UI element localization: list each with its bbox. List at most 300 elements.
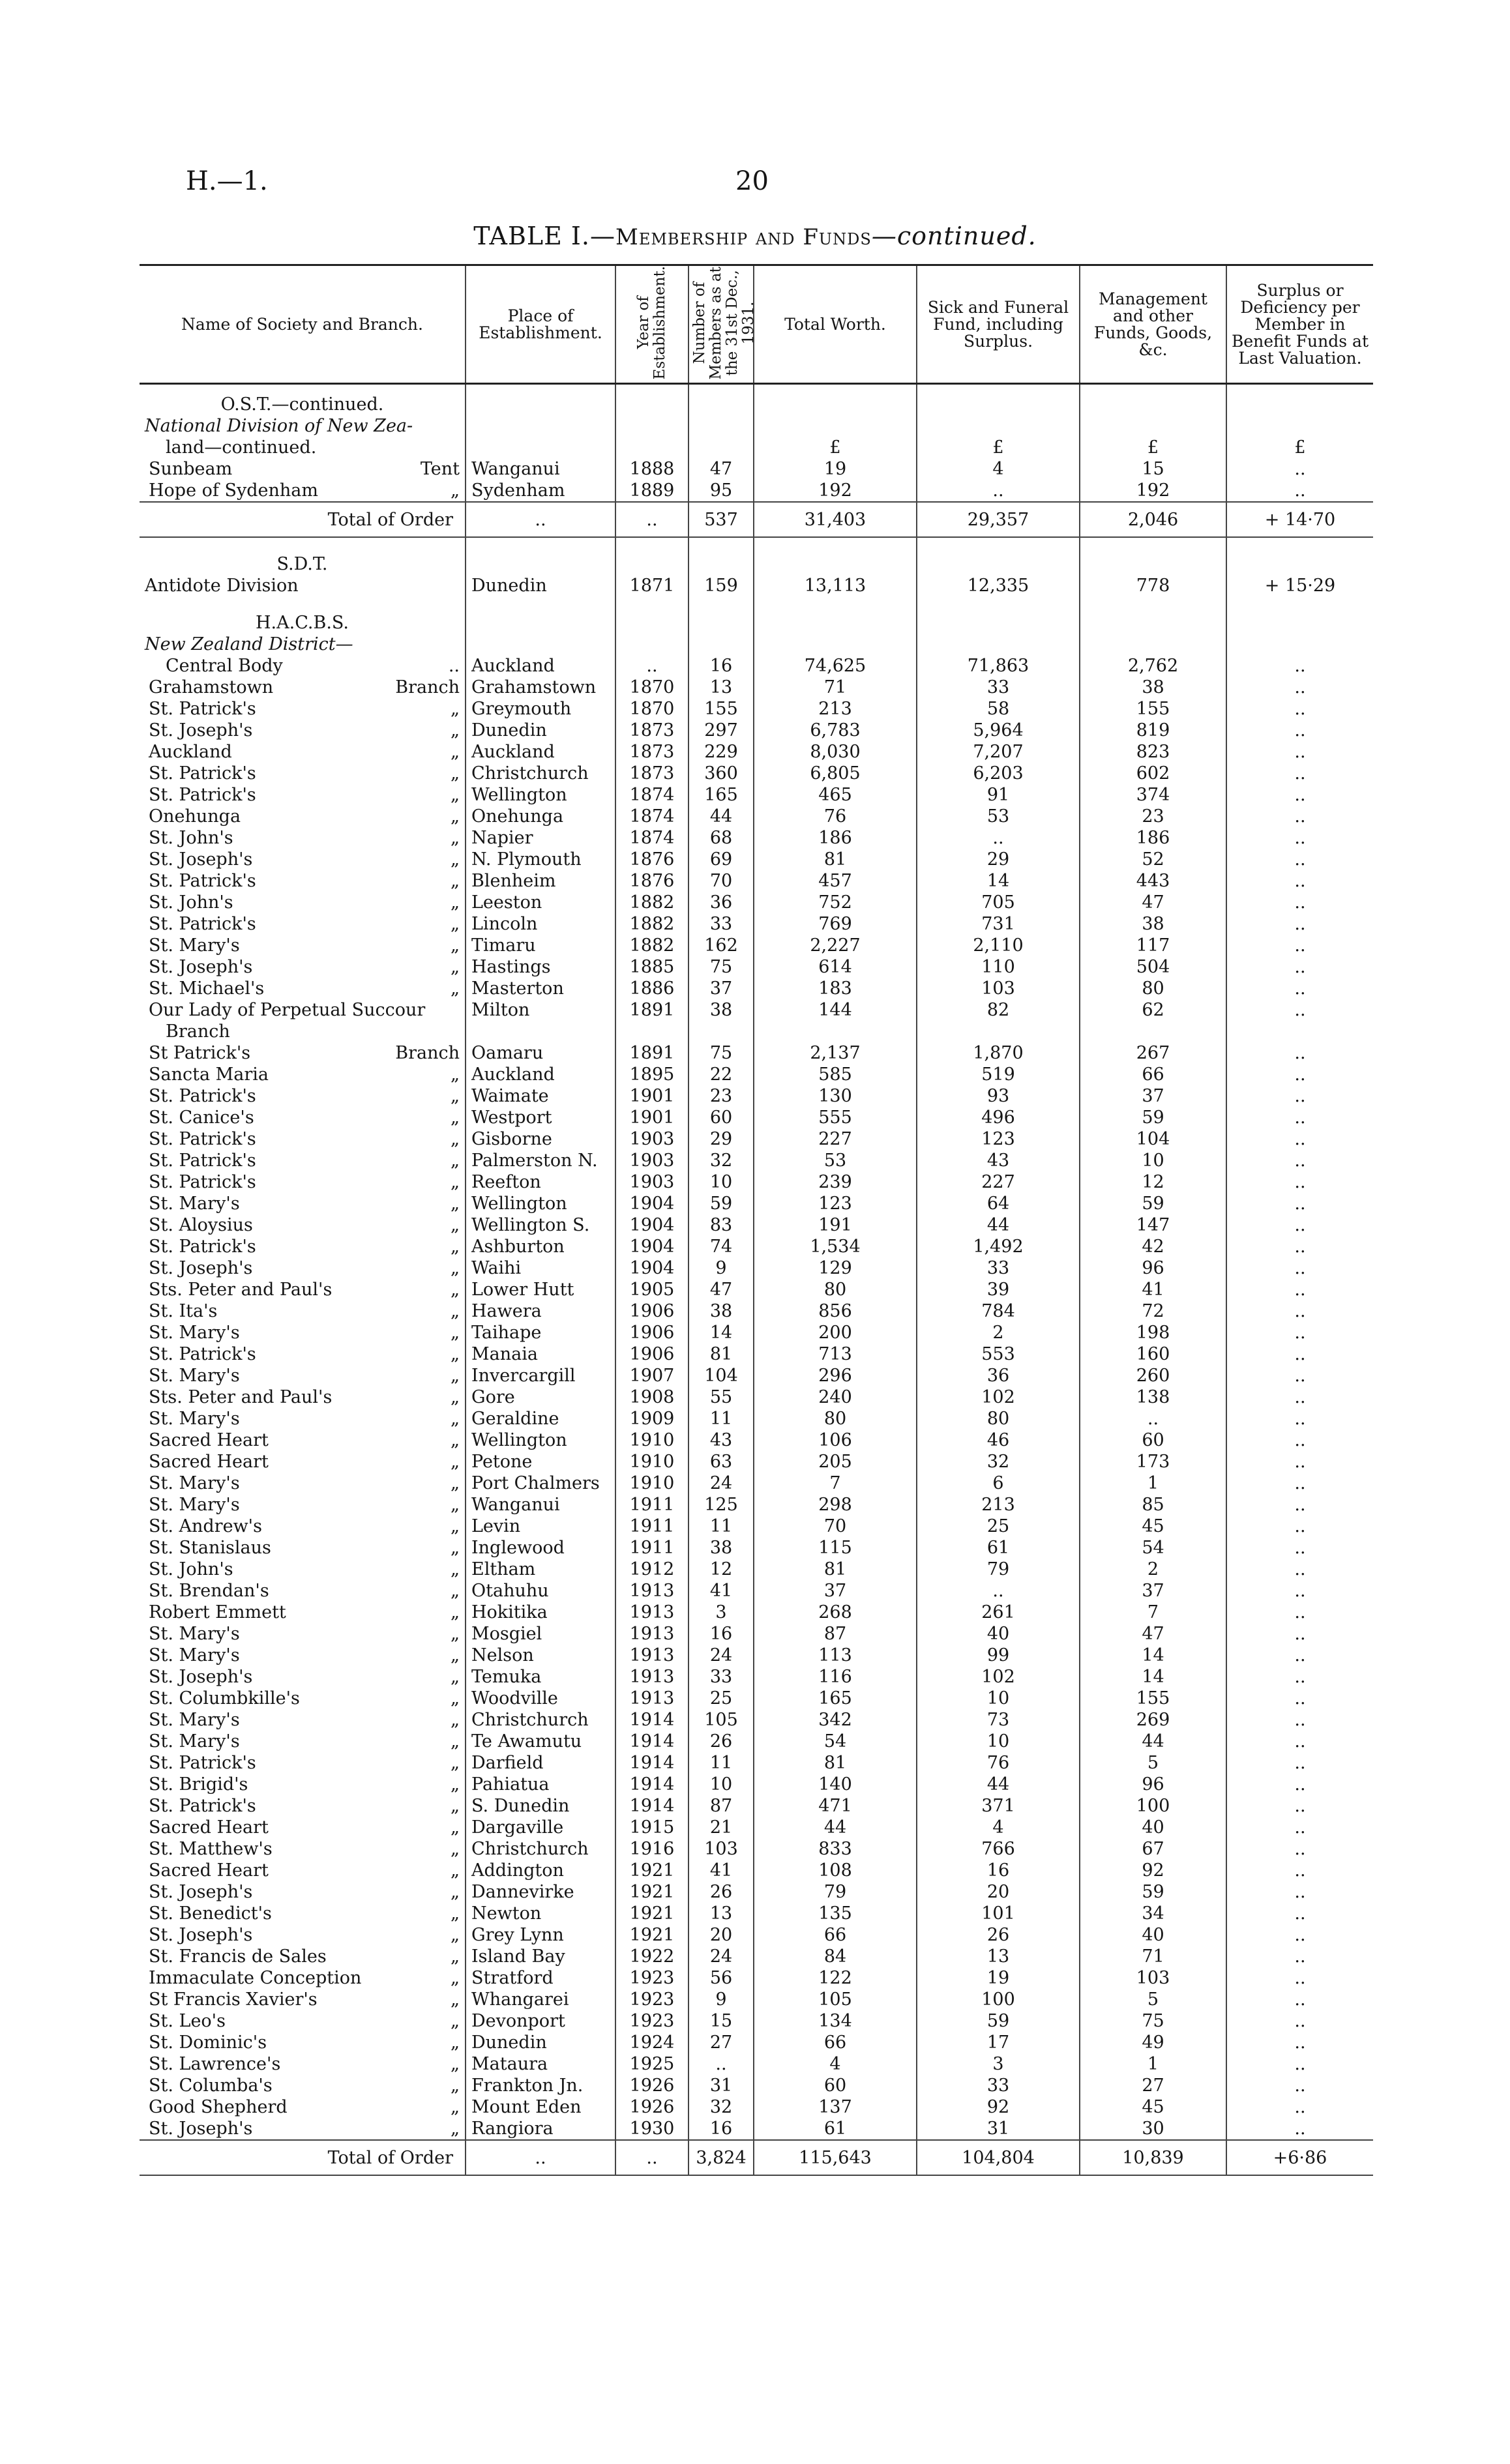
cell-members: 75 (688, 956, 754, 978)
cell-members: 21 (688, 1817, 754, 1838)
header-row (140, 265, 1373, 384)
cell-sick: 3 (917, 2053, 1080, 2075)
society-name: Central Body .. (166, 656, 460, 677)
cell-mgmt: 100 (1080, 1795, 1226, 1817)
cell-surplus: .. (1226, 999, 1373, 1021)
cell-mgmt: 819 (1080, 720, 1226, 741)
cell-year: 1911 (615, 1494, 688, 1516)
cell-surplus: .. (1226, 655, 1373, 677)
table-row (140, 1903, 1373, 1924)
cell-mgmt: 1 (1080, 1473, 1226, 1494)
table-row (140, 677, 1373, 698)
cell-place: Temuka (466, 1666, 615, 1688)
cell-place: Levin (466, 1516, 615, 1537)
cell-year: 1922 (615, 1946, 688, 1967)
cell-mgmt: 40 (1080, 1817, 1226, 1838)
cell-place: Nelson (466, 1645, 615, 1666)
cell-year: 1873 (615, 720, 688, 741)
cell-surplus: .. (1226, 870, 1373, 892)
cell-sick: 731 (917, 913, 1080, 935)
membership-table (140, 264, 1373, 2176)
table-row (140, 2096, 1373, 2118)
cell-year: 1882 (615, 913, 688, 935)
cell-place: Hastings (466, 956, 615, 978)
cell-members: 33 (688, 913, 754, 935)
cell-place: Mataura (466, 2053, 615, 2075)
cell-mgmt: 117 (1080, 935, 1226, 956)
society-name: Sacred Heart „ (149, 1860, 460, 1881)
cell-year: 1914 (615, 1731, 688, 1752)
cell-mgmt: 186 (1080, 827, 1226, 849)
title-caps: Membership and Funds (615, 224, 872, 250)
society-name: St. Mary's „ (149, 1194, 460, 1214)
cell-year: 1904 (615, 1236, 688, 1257)
cell-surplus: .. (1226, 1236, 1373, 1257)
society-name: St. Mary's „ (149, 1624, 460, 1645)
col-header-name: Name of Society and Branch. (140, 265, 466, 384)
cell-mgmt: 260 (1080, 1365, 1226, 1386)
cell-surplus: .. (1226, 892, 1373, 913)
cell-place (466, 1021, 615, 1042)
cell-sick: 61 (917, 1537, 1080, 1559)
cell-year: 1923 (615, 1989, 688, 2010)
society-name: St. Joseph's „ (149, 1258, 460, 1279)
cell-sick: .. (917, 827, 1080, 849)
society-name: St. Patrick's „ (149, 763, 460, 784)
cell-surplus: .. (1226, 827, 1373, 849)
society-name: St. Matthew's „ (149, 1839, 460, 1860)
cell-mgmt: 59 (1080, 1193, 1226, 1214)
cell-worth: 752 (754, 892, 917, 913)
table-body (140, 384, 1373, 2176)
society-name: St. John's „ (149, 828, 460, 849)
cell-sick: 102 (917, 1386, 1080, 1408)
cell-place: Mosgiel (466, 1623, 615, 1645)
society-name: St. Patrick's „ (149, 1129, 460, 1150)
table-row (140, 1150, 1373, 1171)
table-row (140, 1860, 1373, 1881)
cell-sick (917, 1021, 1080, 1042)
cell-sick: 40 (917, 1623, 1080, 1645)
cell-year: 1874 (615, 784, 688, 806)
cell-mgmt: 71 (1080, 1946, 1226, 1967)
cell-surplus: .. (1226, 1516, 1373, 1537)
cell-surplus: .. (1226, 1214, 1373, 1236)
society-name: St. Mary's „ (149, 935, 460, 956)
cell-surplus: .. (1226, 2010, 1373, 2032)
table-row (140, 1795, 1373, 1817)
total-label: Total of Order (140, 2140, 466, 2175)
cell-worth: 37 (754, 1580, 917, 1602)
cell-mgmt: 37 (1080, 1085, 1226, 1107)
total-mgmt: 10,839 (1080, 2140, 1226, 2175)
cell-sick: 79 (917, 1559, 1080, 1580)
cell-surplus: .. (1226, 1903, 1373, 1924)
cell-worth: 135 (754, 1903, 917, 1924)
cell-sick: 39 (917, 1279, 1080, 1300)
cell-year: 1913 (615, 1580, 688, 1602)
table-row (140, 1838, 1373, 1860)
cell-members: 12 (688, 1559, 754, 1580)
cell-surplus: .. (1226, 1386, 1373, 1408)
cell-year: 1876 (615, 849, 688, 870)
society-name: St. Patrick's „ (149, 1344, 460, 1365)
cell-surplus: .. (1226, 1171, 1373, 1193)
cell-members: 297 (688, 720, 754, 741)
cell-mgmt: 155 (1080, 1688, 1226, 1709)
cell-place: Napier (466, 827, 615, 849)
cell-worth: 140 (754, 1774, 917, 1795)
cell-year: 1921 (615, 1860, 688, 1881)
cell-mgmt: 27 (1080, 2075, 1226, 2096)
cell-members: 16 (688, 1623, 754, 1645)
cell-worth: 713 (754, 1343, 917, 1365)
cell-year: 1870 (615, 677, 688, 698)
cell-sick: 5,964 (917, 720, 1080, 741)
cell-worth: 116 (754, 1666, 917, 1688)
cell-place: Oamaru (466, 1042, 615, 1064)
cell-place: Auckland (466, 655, 615, 677)
cell-mgmt (1080, 1021, 1226, 1042)
cell-mgmt: 504 (1080, 956, 1226, 978)
society-name: St. Mary's „ (149, 1710, 460, 1731)
cell-mgmt: 80 (1080, 978, 1226, 999)
society-name: Immaculate Conception „ (149, 1968, 460, 1989)
cell-worth: 191 (754, 1214, 917, 1236)
currency-symbol: £ (1080, 437, 1226, 458)
cell-surplus: .. (1226, 1946, 1373, 1967)
series-code: H.—1. (186, 166, 268, 196)
society-name: St. Patrick's „ (149, 871, 460, 892)
cell-year: 1873 (615, 741, 688, 763)
society-name: St. Patrick's „ (149, 1237, 460, 1257)
cell-place: Stratford (466, 1967, 615, 1989)
cell-place: Mount Eden (466, 2096, 615, 2118)
table-row (140, 1085, 1373, 1107)
cell-worth: 144 (754, 999, 917, 1021)
cell-surplus: .. (1226, 1085, 1373, 1107)
society-name: St. Mary's „ (149, 1323, 460, 1343)
cell-sick: 102 (917, 1666, 1080, 1688)
table-row (140, 1666, 1373, 1688)
table-row (140, 1967, 1373, 1989)
cell-surplus: .. (1226, 1365, 1373, 1386)
cell-worth: 239 (754, 1171, 917, 1193)
cell-mgmt: 38 (1080, 913, 1226, 935)
cell-sick: 371 (917, 1795, 1080, 1817)
cell-worth: 80 (754, 1279, 917, 1300)
cell-sick: 33 (917, 2075, 1080, 2096)
society-name: St. Stanislaus „ (149, 1538, 460, 1559)
cell-mgmt: 5 (1080, 1752, 1226, 1774)
cell-mgmt: 104 (1080, 1128, 1226, 1150)
society-name: St. Joseph's „ (149, 2119, 460, 2139)
total-row-ost: Total of Order .. .. 537 31,403 29,357 2,046 + 14·70 (140, 502, 1373, 537)
cell-mgmt: 14 (1080, 1645, 1226, 1666)
cell-sick: 6 (917, 1473, 1080, 1494)
cell-surplus: .. (1226, 1688, 1373, 1709)
society-name: St. Leo's „ (149, 2011, 460, 2032)
cell-year: 1873 (615, 763, 688, 784)
table-row (140, 1257, 1373, 1279)
cell-worth: 268 (754, 1602, 917, 1623)
cell-mgmt: 12 (1080, 1171, 1226, 1193)
cell-surplus: .. (1226, 806, 1373, 827)
cell-surplus: .. (1226, 1752, 1373, 1774)
cell-sick: 33 (917, 1257, 1080, 1279)
total-place: .. (466, 2140, 615, 2175)
cell-mgmt: 443 (1080, 870, 1226, 892)
cell-sick: 2,110 (917, 935, 1080, 956)
cell-place: Ashburton (466, 1236, 615, 1257)
cell-place: Wellington (466, 784, 615, 806)
currency-symbol: £ (1226, 437, 1373, 458)
cell-mgmt: 52 (1080, 849, 1226, 870)
cell-place: Newton (466, 1903, 615, 1924)
society-name: St. Aloysius „ (149, 1215, 460, 1236)
cell-worth: 108 (754, 1860, 917, 1881)
cell-place: Wellington (466, 1430, 615, 1451)
cell-place: Christchurch (466, 763, 615, 784)
section-heading-hacbs: H.A.C.B.S. (140, 612, 1373, 634)
cell-worth: 298 (754, 1494, 917, 1516)
cell-members: .. (688, 2053, 754, 2075)
cell-members: 38 (688, 1537, 754, 1559)
table-row (140, 978, 1373, 999)
cell-worth: 80 (754, 1408, 917, 1430)
cell-sick: 7,207 (917, 741, 1080, 763)
cell-year: 1925 (615, 2053, 688, 2075)
cell-mgmt: 59 (1080, 1107, 1226, 1128)
cell-sick: 496 (917, 1107, 1080, 1128)
cell-place: Waimate (466, 1085, 615, 1107)
col-header-sick: Sick and Funeral Fund, including Surplus. (917, 265, 1080, 384)
society-name: St. Ita's „ (149, 1301, 460, 1322)
cell-members: 162 (688, 935, 754, 956)
society-name: Sts. Peter and Paul's „ (149, 1387, 460, 1408)
society-name: St. Patrick's „ (149, 1172, 460, 1193)
society-name: St. John's „ (149, 1559, 460, 1580)
table-row (140, 935, 1373, 956)
cell-place: Auckland (466, 1064, 615, 1085)
cell-worth: 6,805 (754, 763, 917, 784)
cell-year: 1926 (615, 2075, 688, 2096)
cell-sick: 25 (917, 1516, 1080, 1537)
cell-year: 1874 (615, 806, 688, 827)
cell-place: Grey Lynn (466, 1924, 615, 1946)
cell-sick: 91 (917, 784, 1080, 806)
cell-mgmt: 198 (1080, 1322, 1226, 1343)
cell-year: 1903 (615, 1128, 688, 1150)
cell-surplus: .. (1226, 1107, 1373, 1128)
cell-worth: 60 (754, 2075, 917, 2096)
cell-members: 11 (688, 1516, 754, 1537)
cell-surplus: .. (1226, 849, 1373, 870)
table-row: Hope of Sydenham „ Sydenham 1889 95 192 .. 192 .. (140, 480, 1373, 502)
cell-mgmt: 59 (1080, 1881, 1226, 1903)
cell-worth: 342 (754, 1709, 917, 1731)
cell-place: Waihi (466, 1257, 615, 1279)
society-name: St. Mary's „ (149, 1731, 460, 1752)
cell-members: 11 (688, 1752, 754, 1774)
cell-place: Port Chalmers (466, 1473, 615, 1494)
cell-worth: 70 (754, 1516, 917, 1537)
society-name: St. Lawrence's „ (149, 2054, 460, 2075)
table-row (140, 1688, 1373, 1709)
society-name: St. Dominic's „ (149, 2032, 460, 2053)
cell-mgmt: 37 (1080, 1580, 1226, 1602)
cell-members: 70 (688, 870, 754, 892)
cell-sick: 766 (917, 1838, 1080, 1860)
cell-year: 1921 (615, 1881, 688, 1903)
cell-members: 75 (688, 1042, 754, 1064)
cell-worth: 205 (754, 1451, 917, 1473)
table-row (140, 1365, 1373, 1386)
cell-sick: 99 (917, 1645, 1080, 1666)
society-name: St. Joseph's „ (149, 957, 460, 978)
cell-year: 1930 (615, 2118, 688, 2140)
society-name: Sts. Peter and Paul's „ (149, 1280, 460, 1300)
cell-worth: 471 (754, 1795, 917, 1817)
cell-members: 44 (688, 806, 754, 827)
table-row (140, 2075, 1373, 2096)
table-row (140, 1236, 1373, 1257)
society-name: Sancta Maria „ (149, 1064, 460, 1085)
cell-surplus: .. (1226, 1193, 1373, 1214)
cell-sick: 14 (917, 870, 1080, 892)
cell-worth: 614 (754, 956, 917, 978)
cell-mgmt: 92 (1080, 1860, 1226, 1881)
cell-sick: 123 (917, 1128, 1080, 1150)
table-row (140, 1537, 1373, 1559)
cell-place: Devonport (466, 2010, 615, 2032)
cell-members: 69 (688, 849, 754, 870)
society-name: St. Patrick's „ (149, 1086, 460, 1107)
cell-surplus: .. (1226, 1150, 1373, 1171)
cell-place: Taihape (466, 1322, 615, 1343)
cell-year: 1903 (615, 1150, 688, 1171)
cell-place: Wellington S. (466, 1214, 615, 1236)
page-number: 20 (735, 166, 769, 196)
table-row (140, 1300, 1373, 1322)
cell-members: 55 (688, 1386, 754, 1408)
cell-year: 1921 (615, 1924, 688, 1946)
cell-surplus: .. (1226, 741, 1373, 763)
society-name: St. Joseph's „ (149, 720, 460, 741)
cell-year: 1882 (615, 935, 688, 956)
cell-sick: 1,870 (917, 1042, 1080, 1064)
cell-sick: 10 (917, 1731, 1080, 1752)
cell-surplus: .. (1226, 763, 1373, 784)
cell-mgmt: 40 (1080, 1924, 1226, 1946)
society-name: St. Patrick's „ (149, 785, 460, 806)
table-row (140, 720, 1373, 741)
cell-members (688, 1021, 754, 1042)
cell-sick: 784 (917, 1300, 1080, 1322)
table-row (140, 1279, 1373, 1300)
cell-surplus: .. (1226, 1537, 1373, 1559)
cell-members: 165 (688, 784, 754, 806)
cell-year: 1891 (615, 1042, 688, 1064)
cell-sick: 4 (917, 1817, 1080, 1838)
col-header-members: Number of Members as at the 31st Dec., 1931. (688, 265, 754, 384)
society-name: St. Joseph's „ (149, 1667, 460, 1688)
table-row (140, 1171, 1373, 1193)
cell-members: 43 (688, 1430, 754, 1451)
cell-mgmt: 138 (1080, 1386, 1226, 1408)
currency-symbol: £ (917, 437, 1080, 458)
cell-sick: 20 (917, 1881, 1080, 1903)
cell-worth: 8,030 (754, 741, 917, 763)
cell-place: N. Plymouth (466, 849, 615, 870)
cell-year: 1914 (615, 1795, 688, 1817)
cell-sick: 32 (917, 1451, 1080, 1473)
cell-year: 1906 (615, 1322, 688, 1343)
cell-surplus: .. (1226, 1580, 1373, 1602)
society-name: St. John's „ (149, 892, 460, 913)
cell-mgmt: 160 (1080, 1343, 1226, 1365)
cell-place: Milton (466, 999, 615, 1021)
cell-year: 1882 (615, 892, 688, 913)
society-name: Grahamstown Branch (149, 677, 460, 698)
society-name: St. Patrick's „ (149, 914, 460, 935)
cell-surplus: .. (1226, 2118, 1373, 2140)
cell-place: Petone (466, 1451, 615, 1473)
table-title (0, 222, 1510, 250)
cell-mgmt: 10 (1080, 1150, 1226, 1171)
cell-year: 1910 (615, 1451, 688, 1473)
cell-year: 1885 (615, 956, 688, 978)
society-name: St. Brigid's „ (149, 1774, 460, 1795)
table-row (140, 1623, 1373, 1645)
cell-worth: 165 (754, 1688, 917, 1709)
cell-surplus: .. (1226, 978, 1373, 999)
cell-surplus: .. (1226, 1774, 1373, 1795)
cell-sick: 17 (917, 2032, 1080, 2053)
title-prefix: TABLE I.— (473, 222, 616, 250)
cell-sick: 553 (917, 1343, 1080, 1365)
cell-worth: 81 (754, 849, 917, 870)
col-header-worth: Total Worth. (754, 265, 917, 384)
cell-sick: 100 (917, 1989, 1080, 2010)
table-row (140, 2010, 1373, 2032)
total-members: 3,824 (688, 2140, 754, 2175)
table-row (140, 1064, 1373, 1085)
cell-surplus (1226, 1021, 1373, 1042)
cell-mgmt: 1 (1080, 2053, 1226, 2075)
table-row (140, 1817, 1373, 1838)
cell-surplus: .. (1226, 1731, 1373, 1752)
cell-surplus: .. (1226, 1042, 1373, 1064)
cell-sick: 64 (917, 1193, 1080, 1214)
cell-worth: 555 (754, 1107, 917, 1128)
cell-sick: 26 (917, 1924, 1080, 1946)
cell-worth: 84 (754, 1946, 917, 1967)
table-row (140, 849, 1373, 870)
cell-members: 10 (688, 1171, 754, 1193)
cell-surplus: .. (1226, 956, 1373, 978)
cell-surplus: .. (1226, 1967, 1373, 1989)
society-name: St. Columbkille's „ (149, 1688, 460, 1709)
cell-place: Christchurch (466, 1709, 615, 1731)
cell-place: Wanganui (466, 1494, 615, 1516)
cell-worth: 7 (754, 1473, 917, 1494)
cell-surplus: .. (1226, 1451, 1373, 1473)
cell-mgmt: 269 (1080, 1709, 1226, 1731)
cell-place: Lincoln (466, 913, 615, 935)
cell-worth: 585 (754, 1064, 917, 1085)
cell-worth: 44 (754, 1817, 917, 1838)
